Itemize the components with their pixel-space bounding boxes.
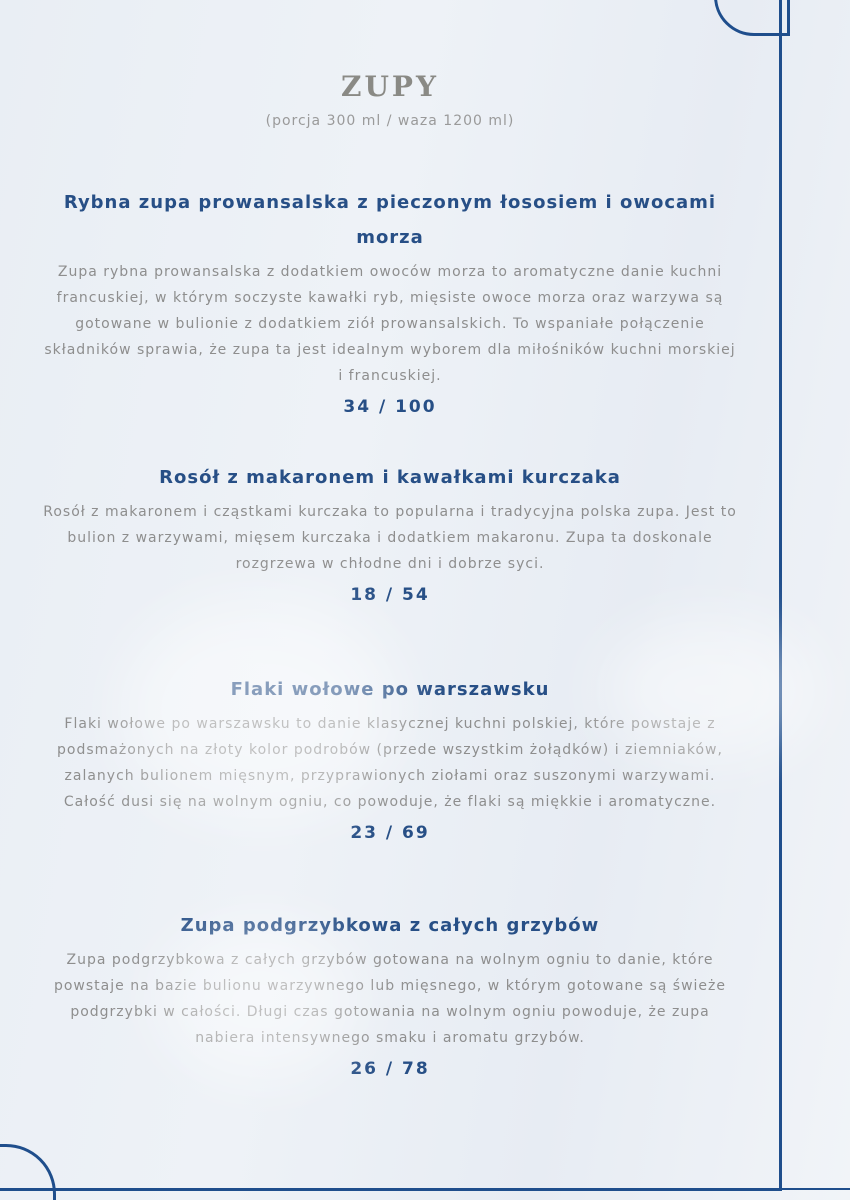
frame-bottom-line <box>0 1188 850 1190</box>
dish-description: Flaki wołowe po warszawsku to danie klasycznej kuchni polskiej, które powstaje z podsmażonych na złoty kolor podrobów (przede wszystkim żołądków) i ziemniaków, zalanych bulionem mięsnym, przyprawionych ziołami oraz suszonymi warzywami. Całość dusi się na wolnym ogniu, co powoduje, że flaki są miękkie i aromatyczne. <box>57 716 723 810</box>
menu-item <box>40 185 740 417</box>
dish-name: Rybna zupa prowansalska z pieczonym łososiem i owocami morza <box>63 192 717 248</box>
dish-name: Rosół z makaronem i kawałkami kurczaka <box>159 467 621 488</box>
dish-description: Rosół z makaronem i cząstkami kurczaka to popularna i tradycyjna polska zupa. Jest to bulion z warzywami, mięsem kurczaka i dodatkiem makaronu. Zupa ta doskonale rozgrzewa w chłodne dni i dobrze syci. <box>43 504 737 572</box>
dish-description: Zupa rybna prowansalska z dodatkiem owoców morza to aromatyczne danie kuchni francuskiej, w którym soczyste kawałki ryb, mięsiste owoce morza oraz warzywa są gotowane w bulionie z dodatkiem ziół prowansalskich. To wspaniałe połączenie składników sprawia, że zupa ta jest idealnym wyborem dla miłośników kuchni morskiej i francuskiej. <box>44 264 736 384</box>
light-glare <box>160 920 360 1080</box>
light-glare <box>600 620 820 760</box>
section-subtitle: (porcja 300 ml / waza 1200 ml) <box>265 113 515 129</box>
menu-item <box>40 908 740 1079</box>
dish-name: Zupa podgrzybkowa z całych grzybów <box>180 915 600 936</box>
dish-description: Zupa podgrzybkowa z całych grzybów gotowana na wolnym ogniu to danie, które powstaje na bazie bulionu warzywnego lub mięsnego, w którym gotowane są świeże podgrzybki w całości. Długi czas gotowania na wolnym ogniu powoduje, że zupa nabiera intensywnego smaku i aromatu grzybów. <box>53 952 726 1046</box>
dish-price: 34 / 100 <box>343 397 437 417</box>
light-glare <box>120 600 400 820</box>
menu-item <box>40 460 740 605</box>
dish-price: 18 / 54 <box>350 585 430 605</box>
dish-price: 23 / 69 <box>350 823 430 843</box>
dish-price: 26 / 78 <box>350 1059 430 1079</box>
section-title: ZUPY <box>341 70 439 103</box>
menu-page <box>40 0 740 1079</box>
dish-name: Flaki wołowe po warszawsku <box>230 679 550 700</box>
